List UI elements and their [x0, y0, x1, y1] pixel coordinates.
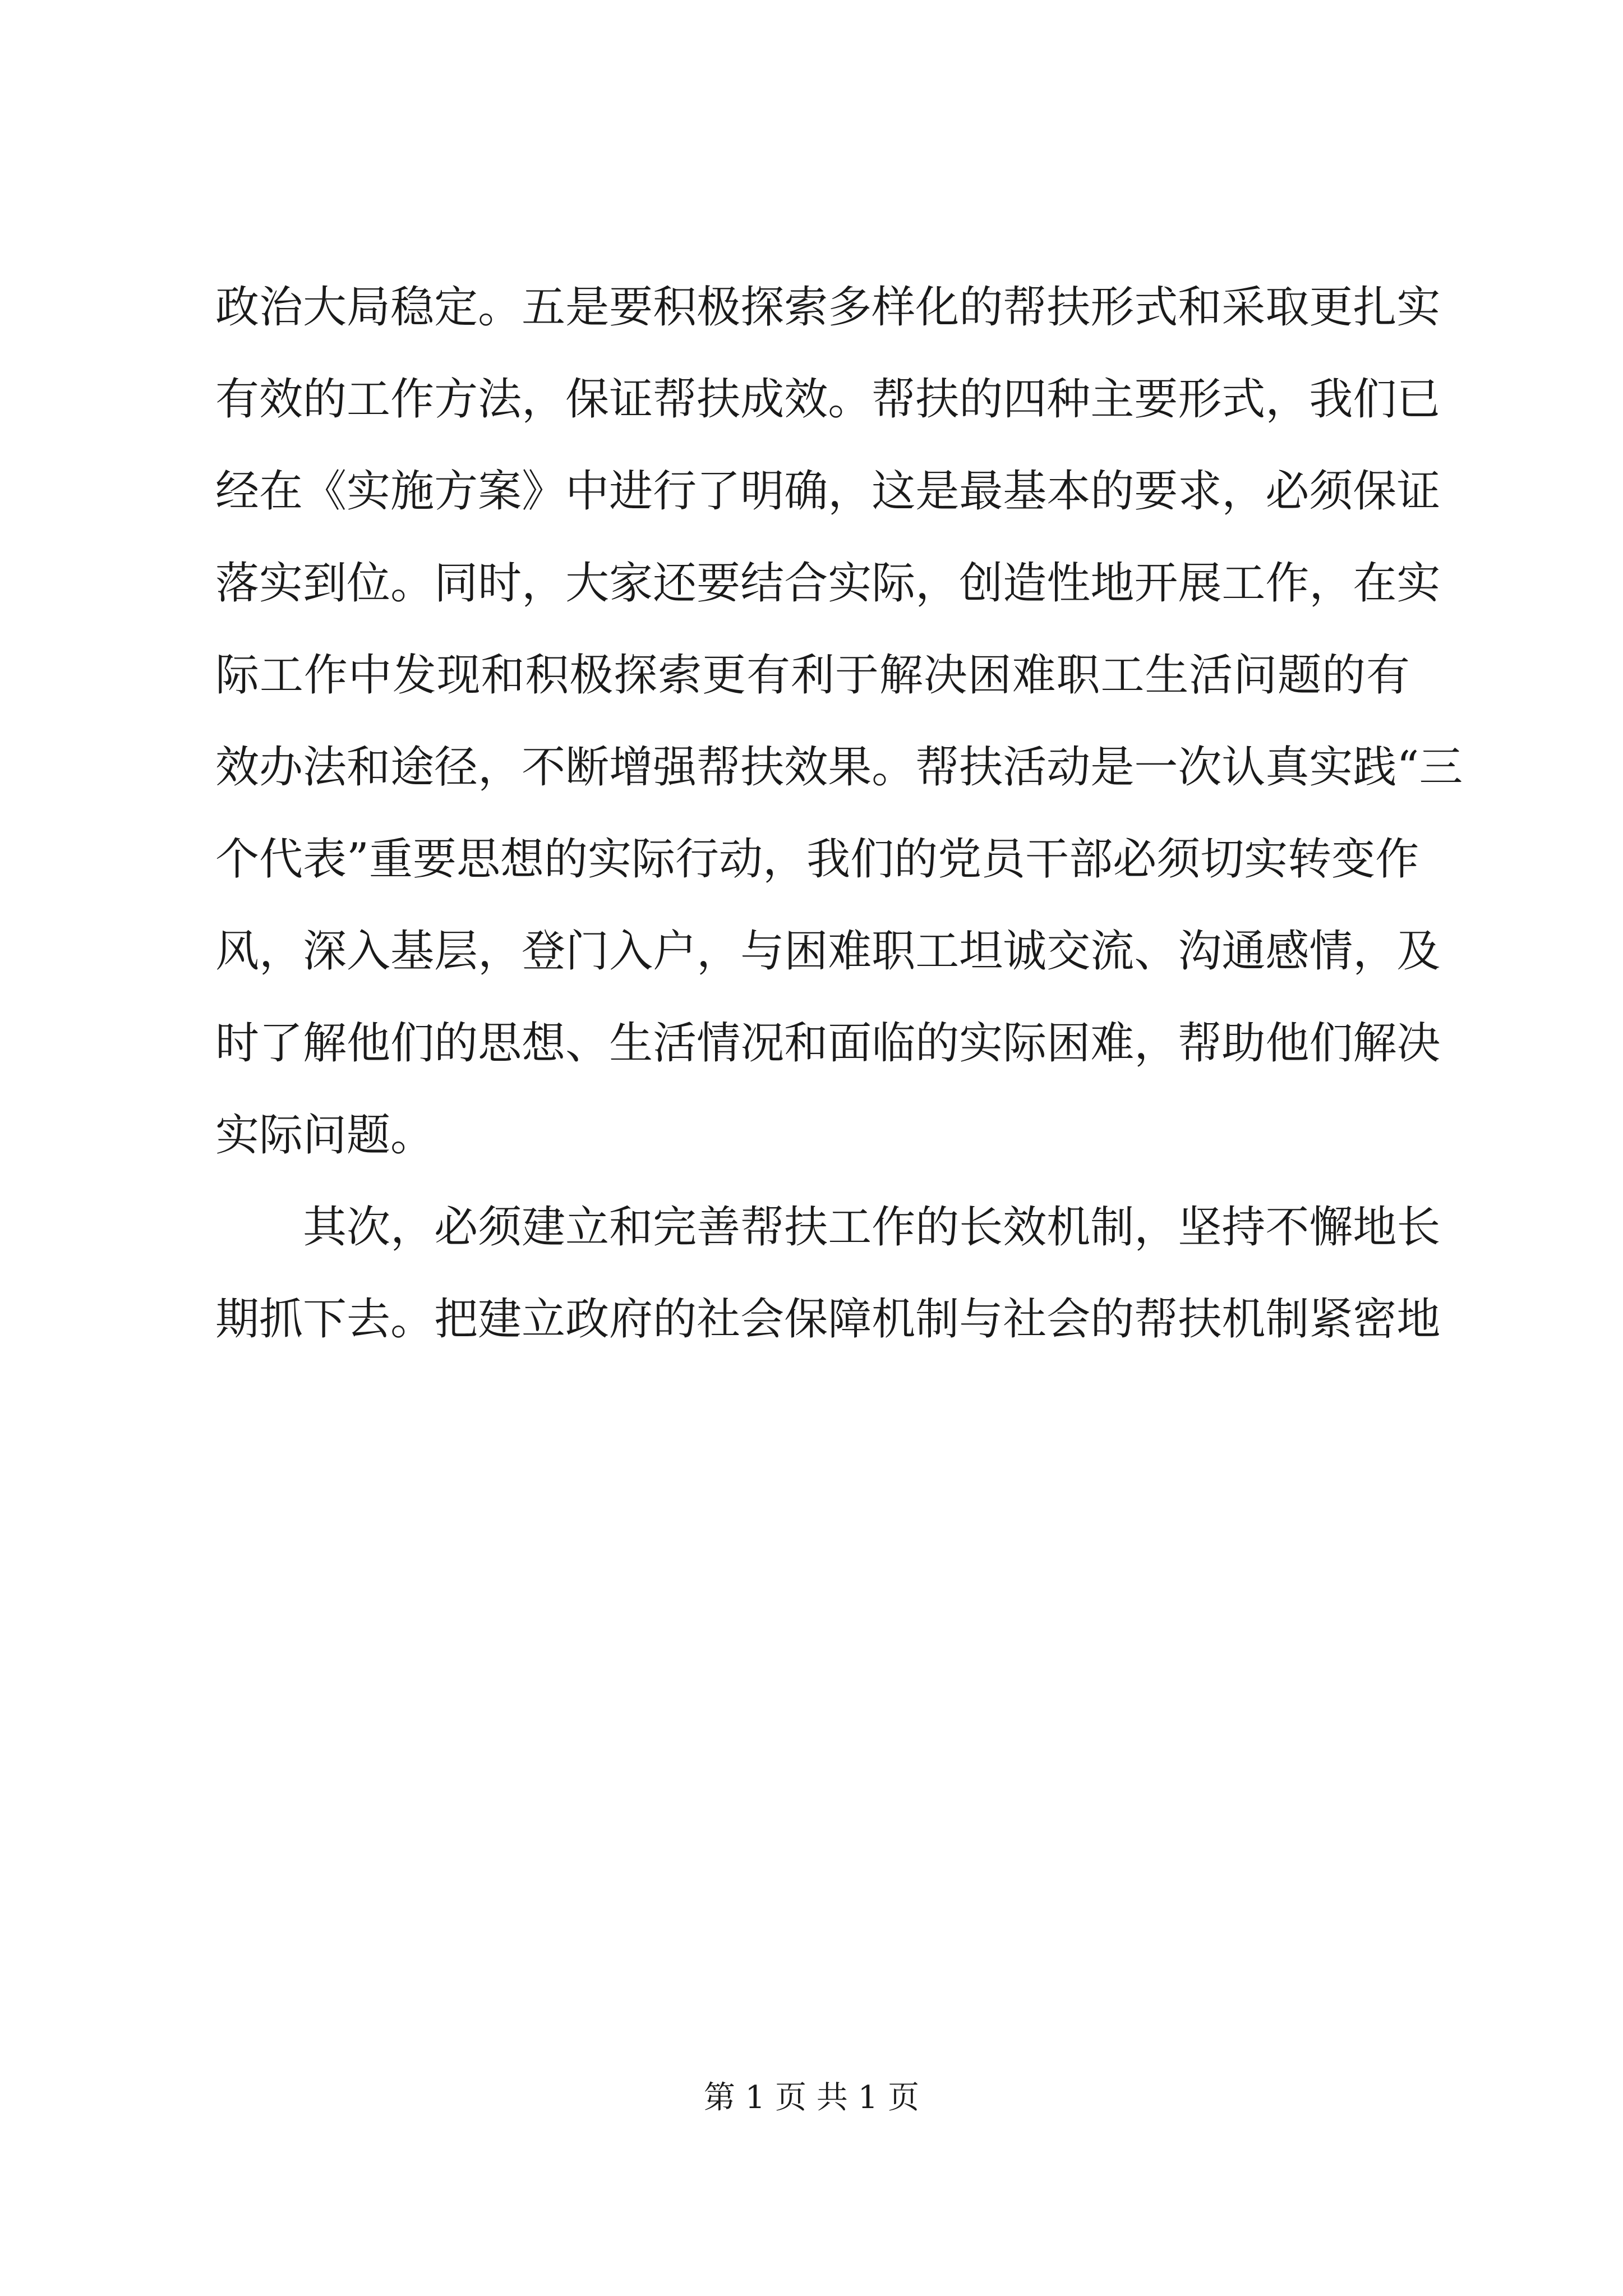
text-line: 际 工 作 中 发 现 和 积 极 探 索 更 有 利 于 解 决 困 难 职 工 生 活 问 题 的 有: [215, 650, 1410, 701]
text-line: 政 治 大 局 稳 定 。 五 是 要 积 极 探 索 多 样 化 的 帮 扶 形 式 和 采 取 更 扎 实: [215, 282, 1441, 333]
text-line: 期 抓 下 去 。 把 建 立 政 府 的 社 会 保 障 机 制 与 社 会 的 帮 扶 机 制 紧 密 地: [215, 1294, 1441, 1345]
text-line: 实际问题。: [215, 1110, 435, 1161]
text-line: 经 在 《 实 施 方 案 》 中 进 行 了 明 确 ， 这 是 最 基 本 的 要 求 ， 必 须 保 证: [215, 466, 1441, 517]
text-line: 时 了 解 他 们 的 思 想 、 生 活 情 况 和 面 临 的 实 际 困 难 ， 帮 助 他 们 解 决: [215, 1018, 1441, 1069]
text-line: 其 次 ， 必 须 建 立 和 完 善 帮 扶 工 作 的 长 效 机 制 ， 坚 持 不 懈 地 长: [303, 1202, 1441, 1253]
text-line: 有 效 的 工 作 方 法 ， 保 证 帮 扶 成 效 。 帮 扶 的 四 种 主 要 形 式 ， 我 们 已: [215, 374, 1441, 425]
text-line: 风 ， 深 入 基 层 ， 登 门 入 户 ， 与 困 难 职 工 坦 诚 交 流 、 沟 通 感 情 ， 及: [215, 926, 1441, 977]
text-line: 效 办 法 和 途 径 ， 不 断 增 强 帮 扶 效 果 。 帮 扶 活 动 是 一 次 认 真 实 践 “ 三: [215, 742, 1463, 793]
text-line: 个 代 表 ” 重 要 思 想 的 实 际 行 动 ， 我 们 的 党 员 干 部 必 须 切 实 转 变 作: [215, 834, 1419, 885]
text-line: 落 实 到 位 。 同 时 ， 大 家 还 要 结 合 实 际 ， 创 造 性 地 开 展 工 作 ， 在 实: [215, 558, 1441, 609]
body-text: [215, 261, 1463, 1365]
page-footer: 第 1 页 共 1 页: [703, 2079, 920, 2116]
